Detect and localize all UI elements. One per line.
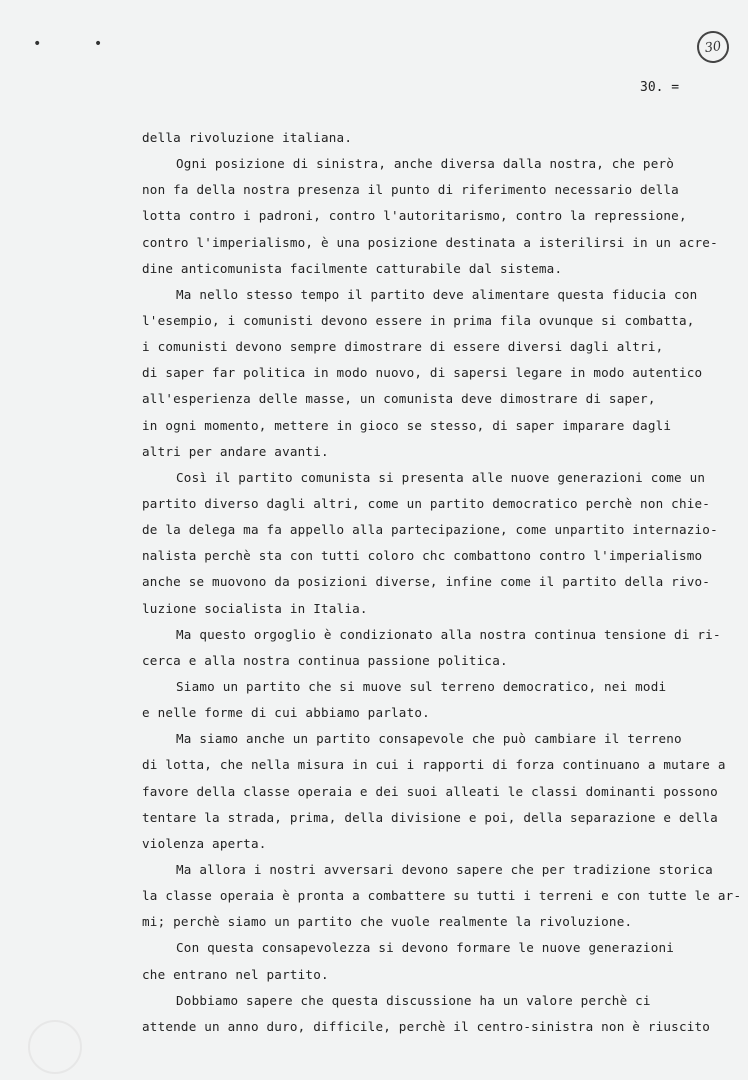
text-line: Ma allora i nostri avversari devono sapere che per tradizione storica xyxy=(176,861,713,877)
text-line: de la delega ma fa appello alla partecipazione, come unpartito internazio- xyxy=(142,522,718,538)
text-line: altri per andare avanti. xyxy=(142,443,329,459)
text-line: in ogni momento, mettere in gioco se stesso, di saper imparare dagli xyxy=(142,417,672,433)
text-line: nalista perchè sta con tutti coloro chc combattono contro l'imperialismo xyxy=(142,548,703,564)
page-stamp: 30 xyxy=(695,29,731,65)
text-line: della rivoluzione italiana. xyxy=(142,130,353,145)
text-line: Così il partito comunista si presenta alle nuove generazioni come un xyxy=(176,469,706,485)
text-line: lotta contro i padroni, contro l'autoritarismo, contro la repressione, xyxy=(142,208,687,224)
page-number: 30. = xyxy=(640,80,680,95)
text-line: anche se muovono da posizioni diverse, infine come il partito della rivo- xyxy=(142,574,711,590)
text-line: la classe operaia è pronta a combattere su tutti i terreni e con tutte le ar- xyxy=(142,888,742,904)
body-text xyxy=(142,125,742,1040)
text-line: e nelle forme di cui abbiamo parlato. xyxy=(142,705,430,721)
text-line: luzione socialista in Italia. xyxy=(142,600,368,616)
text-line: contro l'imperialismo, è una posizione destinata a isterilirsi in un acre- xyxy=(142,234,718,250)
text-line: Dobbiamo sapere che questa discussione ha un valore perchè ci xyxy=(176,992,651,1008)
text-line: di lotta, che nella misura in cui i rapporti di forza continuano a mutare a xyxy=(142,757,726,773)
text-line: non fa della nostra presenza il punto di riferimento necessario della xyxy=(142,182,679,198)
text-line: violenza aperta. xyxy=(142,835,267,851)
text-line: i comunisti devono sempre dimostrare di essere diversi dagli altri, xyxy=(142,339,664,355)
text-line: Ma siamo anche un partito consapevole che può cambiare il terreno xyxy=(176,731,682,747)
text-line: Ogni posizione di sinistra, anche diversa dalla nostra, che però xyxy=(176,156,675,172)
text-line: all'esperienza delle masse, un comunista deve dimostrare di saper, xyxy=(142,391,656,407)
text-line: l'esempio, i comunisti devono essere in prima fila ovunque si combatta, xyxy=(142,312,695,328)
text-line: cerca e alla nostra continua passione politica. xyxy=(142,652,508,668)
text-line: di saper far politica in modo nuovo, di sapersi legare in modo autentico xyxy=(142,365,703,381)
text-line: dine anticomunista facilmente catturabile dal sistema. xyxy=(142,260,563,276)
text-line: Ma questo orgoglio è condizionato alla nostra continua tensione di ri- xyxy=(176,626,721,642)
faint-watermark xyxy=(28,1020,82,1074)
text-line: tentare la strada, prima, della divisione e poi, della separazione e della xyxy=(142,809,718,825)
text-line: mi; perchè siamo un partito che vuole realmente la rivoluzione. xyxy=(142,914,633,930)
text-line: che entrano nel partito. xyxy=(142,966,329,982)
text-line: favore della classe operaia e dei suoi alleati le classi dominanti possono xyxy=(142,783,718,799)
text-line: partito diverso dagli altri, come un partito democratico perchè non chie- xyxy=(142,495,711,511)
text-line: attende un anno duro, difficile, perchè il centro-sinistra non è riuscito xyxy=(142,1018,711,1034)
text-line: Con questa consapevolezza si devono formare le nuove generazioni xyxy=(176,940,675,956)
margin-dots: • • xyxy=(33,36,125,52)
text-line: Siamo un partito che si muove sul terreno democratico, nei modi xyxy=(176,678,667,694)
text-line: Ma nello stesso tempo il partito deve alimentare questa fiducia con xyxy=(176,286,698,302)
